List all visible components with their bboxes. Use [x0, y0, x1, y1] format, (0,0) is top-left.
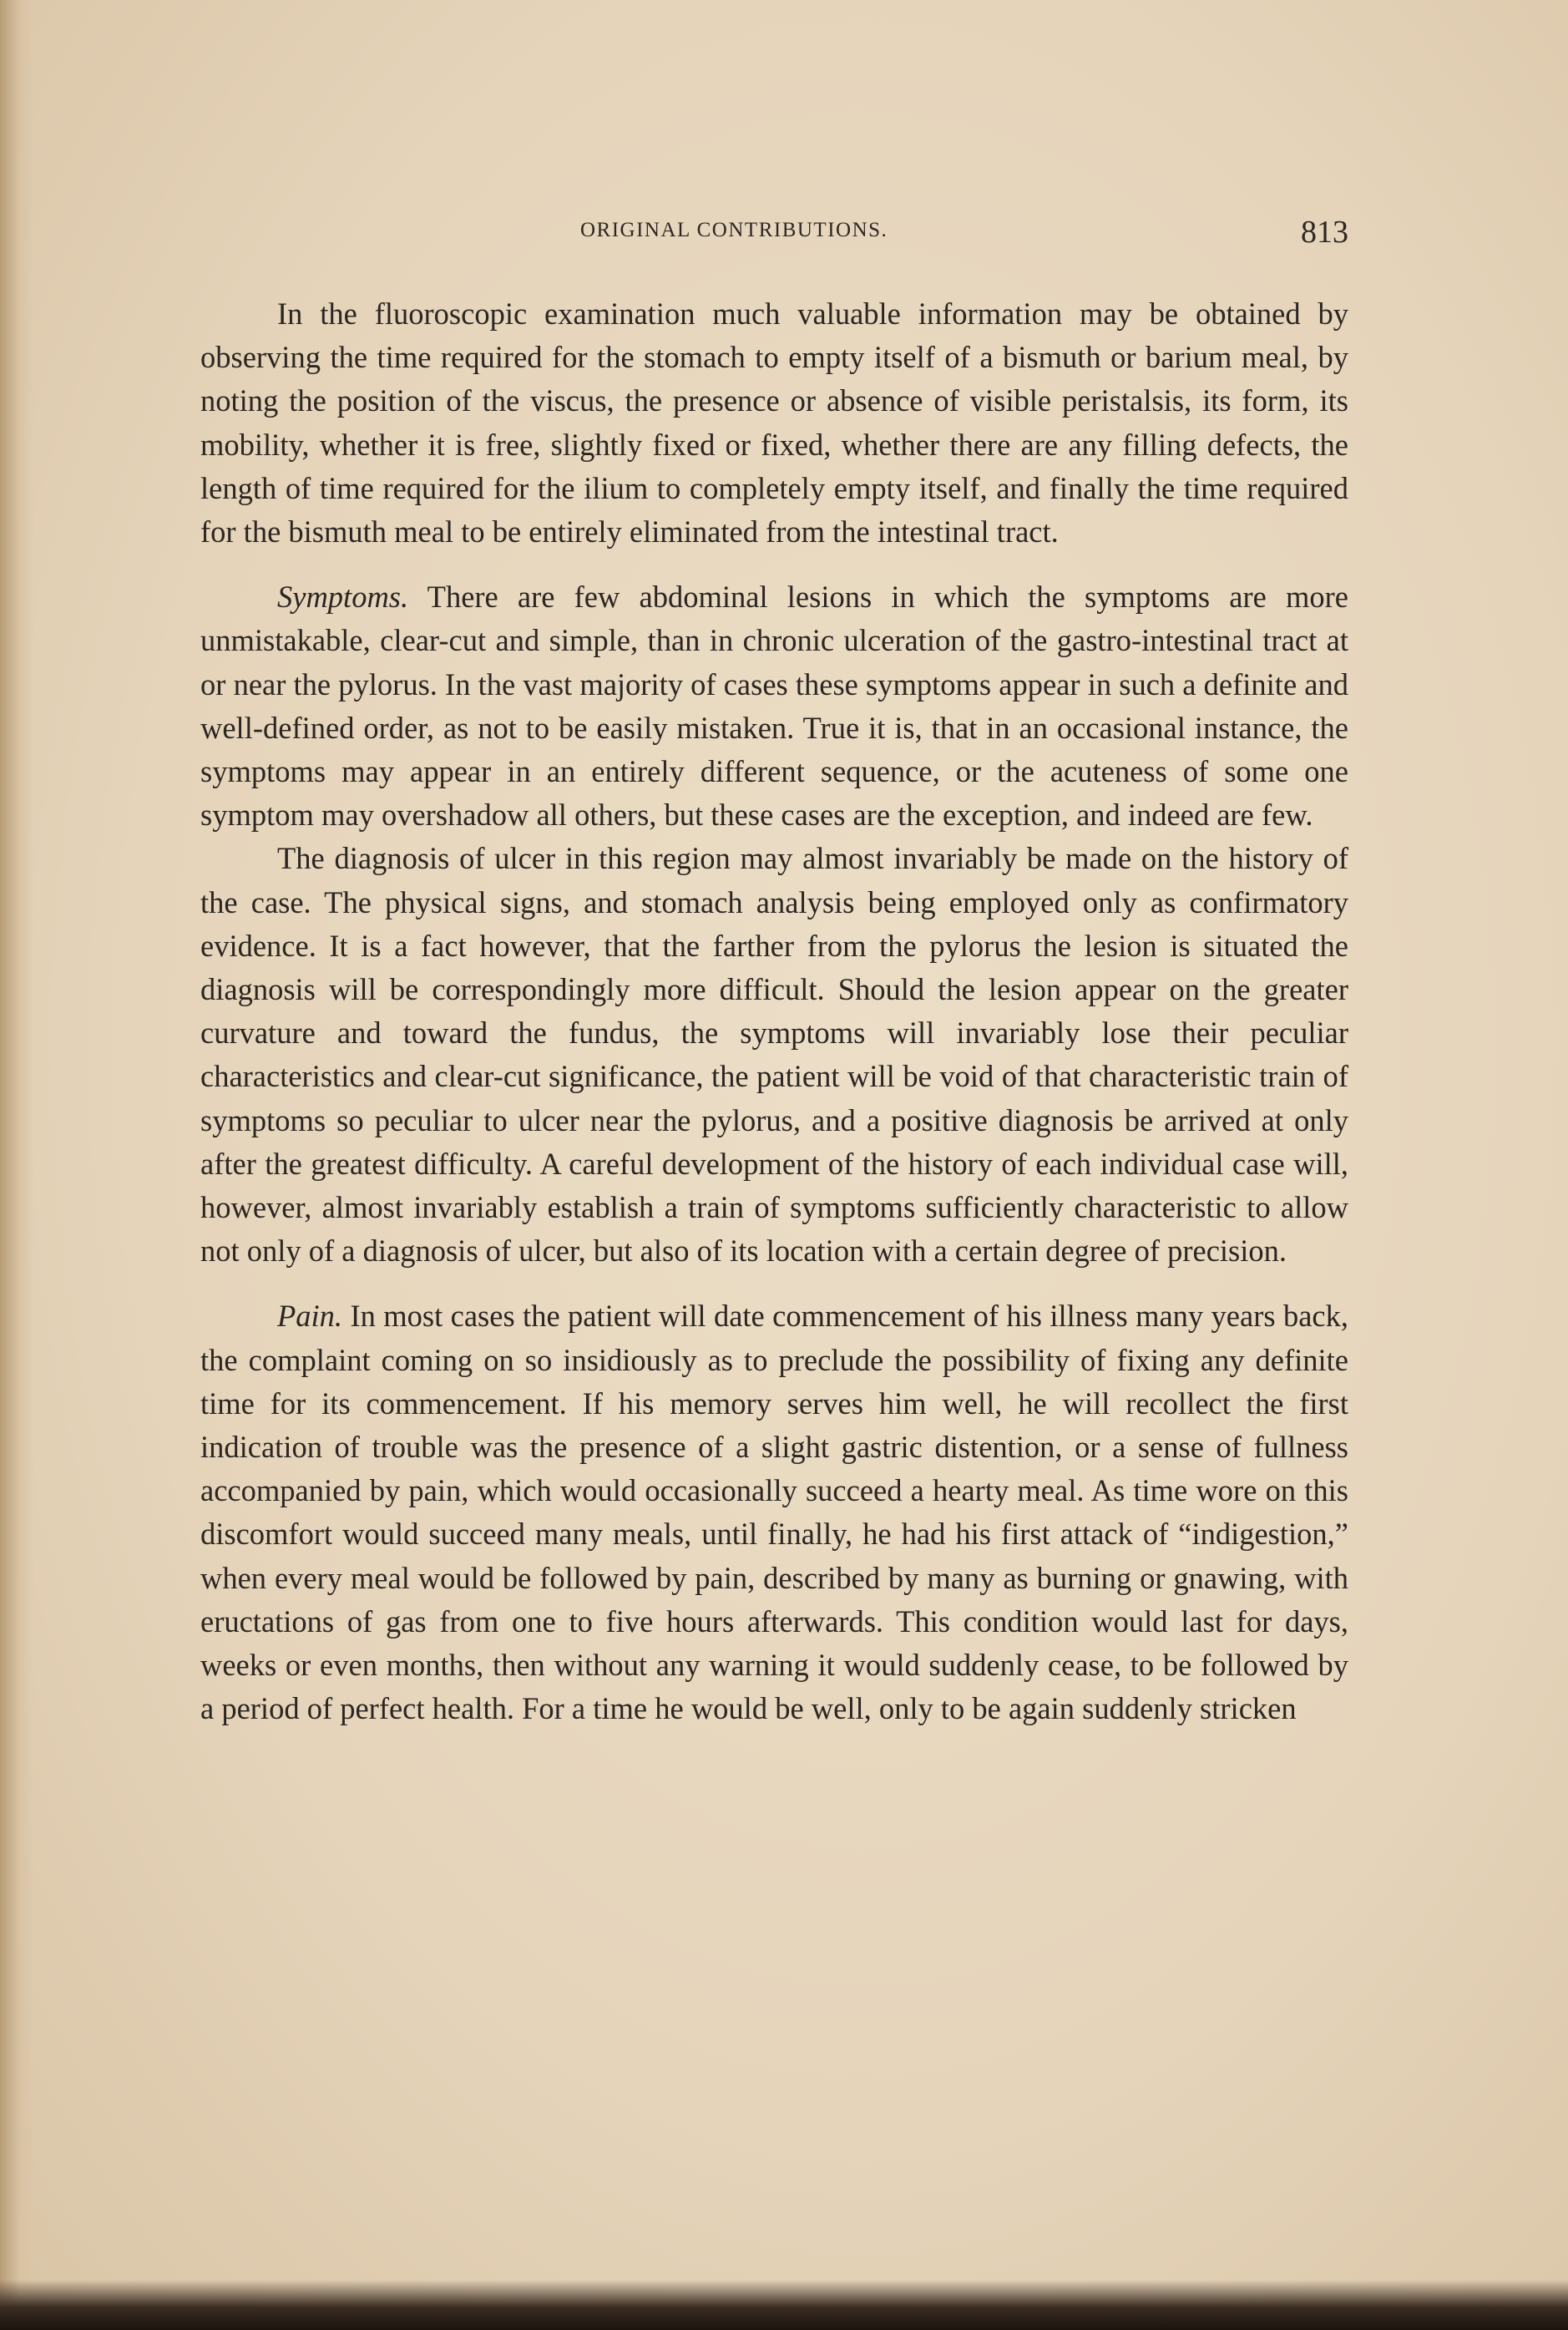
page-binding-shadow — [0, 0, 33, 2330]
paragraph-pain — [200, 1294, 1348, 1730]
paragraph-fluoroscopic — [200, 292, 1348, 554]
section-lead-symptoms: Symptoms. — [277, 580, 409, 615]
paragraph-symptoms — [200, 575, 1348, 837]
paragraph-diagnosis — [200, 837, 1348, 1273]
section-lead-pain: Pain. — [277, 1299, 343, 1334]
page-number: 813 — [1301, 215, 1348, 250]
paragraph-text: In the fluoroscopic examination much valuable information may be obtained by observing the time required for the stomach to empty itself of a bismuth or barium meal, by noting the position of the viscus, the presence or absence of visible peristalsis, its form, its mobility, whether it is free, slightly fixed or fixed, whether there are any filling defects, the length of time required for the ilium to completely empty itself, and finally the time required for the bismuth meal to be entirely eliminated from the intestinal tract. — [200, 296, 1348, 550]
body-text — [200, 292, 1348, 1731]
paragraph-text: There are few abdominal lesions in which the symptoms are more unmistakable, clear-cut and simple, than in chronic ulceration of the gastro-intestinal tract at or near the pylorus. In the vast majority of cases these symptoms appear in such a definite and well-defined order, as not to be easily mistaken. True it is, that in an occasional instance, the symptoms may appear in an entirely different sequence, or the acuteness of some one symptom may overshadow all others, but these cases are the exception, and indeed are few. — [200, 580, 1348, 833]
page-bottom-shadow — [0, 2280, 1568, 2330]
paragraph-text: The diagnosis of ulcer in this region may almost invariably be made on the history of the case. The physical signs, and stomach analysis being employed only as confirmatory evidence. It is a fact however, that the farther from the pylorus the lesion is situated the diagnosis will be correspondingly more difficult. Should the lesion appear on the greater curvature and toward the fundus, the symptoms will invariably lose their peculiar characteristics and clear-cut significance, the patient will be void of that characteristic train of symptoms so peculiar to ulcer near the pylorus, and a positive diagnosis be arrived at only after the greatest difficulty. A careful development of the history of each individual case will, however, almost invariably establish a train of symptoms sufficiently characteristic to allow not only of a diagnosis of ulcer, but also of its location with a certain degree of precision. — [200, 841, 1348, 1269]
paragraph-text: In most cases the patient will date commencement of his illness many years back, the complaint coming on so insidiously as to preclude the possibility of fixing any definite time for its commencement. If his memory serves him well, he will recollect the first indication of trouble was the presence of a slight gastric distention, or a sense of fullness accompanied by pain, which would occasionally succeed a hearty meal. As time wore on this discomfort would succeed many meals, until finally, he had his first attack of “indigestion,” when every meal would be followed by pain, described by many as burning or gnawing, with eructations of gas from one to five hours afterwards. This condition would last for days, weeks or even months, then without any warning it would suddenly cease, to be followed by a period of perfect health. For a time he would be well, only to be again suddenly stricken — [200, 1299, 1348, 1726]
running-head: ORIGINAL CONTRIBUTIONS. — [580, 219, 888, 241]
page-header — [200, 215, 1348, 261]
